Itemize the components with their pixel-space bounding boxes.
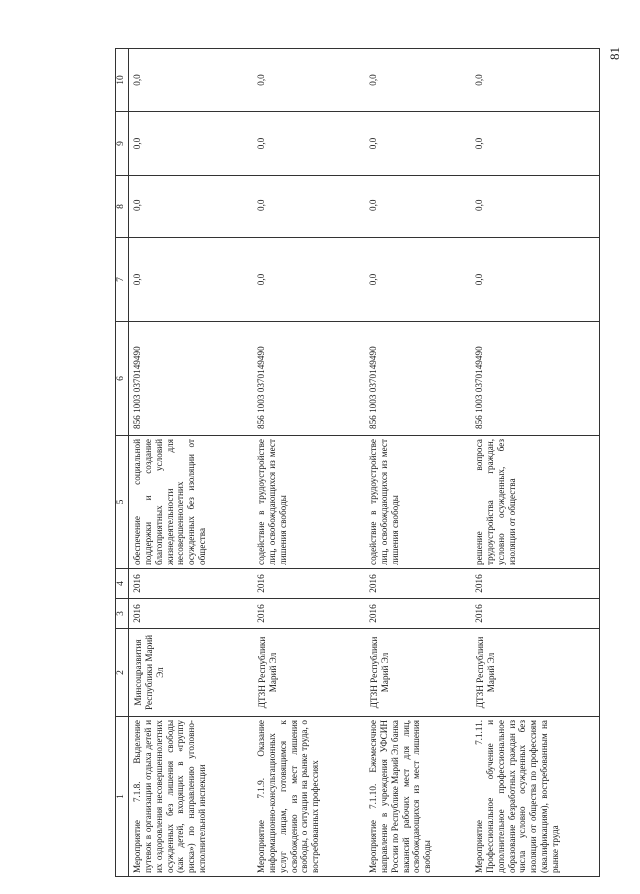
value-col-10: 0,0 bbox=[253, 49, 365, 112]
value-col-7: 0,0 bbox=[129, 238, 254, 322]
measure-name: Мероприятие 7.1.9. Оказание информационно-консультационных услуг лицам, готовящимся к освобождению из мест лишения свободы, о ситуации на рынке труда, о востребованных профессиях bbox=[253, 717, 365, 877]
expected-result: обеспечение социальной поддержки и создание благоприятных условий жизнедеятельности для несовершеннолетних осужденных без изоляции от общества bbox=[129, 436, 254, 569]
value-col-8: 0,0 bbox=[129, 176, 254, 238]
table-row bbox=[365, 49, 471, 877]
expected-result: решение вопроса трудоустройства граждан, условно осужденных, без изоляции от общества bbox=[471, 436, 600, 569]
value-col-10: 0,0 bbox=[129, 49, 254, 112]
header-cell: 1 bbox=[116, 717, 129, 877]
table-row bbox=[253, 49, 365, 877]
header-cell: 7 bbox=[116, 238, 129, 322]
budget-code: 856 1003 0370149490 bbox=[253, 322, 365, 436]
header-cell: 4 bbox=[116, 569, 129, 599]
budget-code: 856 1003 0370149490 bbox=[471, 322, 600, 436]
value-col-7: 0,0 bbox=[253, 238, 365, 322]
value-col-9: 0,0 bbox=[253, 112, 365, 176]
expected-result: содействие в трудоустройстве лиц, освобождающихся из мест лишения свободы bbox=[253, 436, 365, 569]
budget-table bbox=[115, 48, 600, 877]
measure-name: Мероприятие 7.1.10. Ежемесячное направление в учреждения УФСИН России по Республике Марий Эл банка вакансий рабочих мест для лиц, освобождающихся из мест лишения свободы bbox=[365, 717, 471, 877]
budget-code: 856 1003 0370149490 bbox=[365, 322, 471, 436]
executor: ДТЗН Республики Марий Эл bbox=[471, 629, 600, 717]
value-col-8: 0,0 bbox=[253, 176, 365, 238]
value-col-8: 0,0 bbox=[471, 176, 600, 238]
start-year: 2016 bbox=[253, 599, 365, 629]
value-col-7: 0,0 bbox=[365, 238, 471, 322]
header-cell: 10 bbox=[116, 49, 129, 112]
header-cell: 3 bbox=[116, 599, 129, 629]
start-year: 2016 bbox=[471, 599, 600, 629]
value-col-7: 0,0 bbox=[471, 238, 600, 322]
end-year: 2016 bbox=[471, 569, 600, 599]
table-row bbox=[471, 49, 600, 877]
header-cell: 8 bbox=[116, 176, 129, 238]
end-year: 2016 bbox=[129, 569, 254, 599]
rotated-table-container bbox=[115, 49, 593, 877]
value-col-9: 0,0 bbox=[365, 112, 471, 176]
executor: Минсоцразвития Республики Марий Эл bbox=[129, 629, 254, 717]
value-col-10: 0,0 bbox=[471, 49, 600, 112]
value-col-9: 0,0 bbox=[129, 112, 254, 176]
measure-name: Мероприятие 7.1.11. Профессиональное обучение и дополнительное профессиональное образование безработных граждан из числа условно осужденных без изоляции от общества по профессиям (квалификациям), востребованным на рынке труда bbox=[471, 717, 600, 877]
value-col-8: 0,0 bbox=[365, 176, 471, 238]
value-col-10: 0,0 bbox=[365, 49, 471, 112]
header-cell: 2 bbox=[116, 629, 129, 717]
measure-name: Мероприятие 7.1.8. Выделение путевок в организации отдыха детей и их оздоровления несовершеннолетних осужденных без лишения свободы (как детей, входящих в «группу риска») по направлению уголовно-исполнительной инспекции bbox=[129, 717, 254, 877]
end-year: 2016 bbox=[365, 569, 471, 599]
start-year: 2016 bbox=[129, 599, 254, 629]
column-number-header bbox=[116, 49, 129, 877]
header-cell: 6 bbox=[116, 322, 129, 436]
end-year: 2016 bbox=[253, 569, 365, 599]
value-col-9: 0,0 bbox=[471, 112, 600, 176]
executor: ДТЗН Республики Марий Эл bbox=[365, 629, 471, 717]
start-year: 2016 bbox=[365, 599, 471, 629]
page-number: 81 bbox=[607, 47, 622, 60]
header-cell: 9 bbox=[116, 112, 129, 176]
expected-result: содействие в трудоустройстве лиц, освобождающихся из мест лишения свободы bbox=[365, 436, 471, 569]
header-cell: 5 bbox=[116, 436, 129, 569]
table-row bbox=[129, 49, 254, 877]
budget-code: 856 1003 0370149490 bbox=[129, 322, 254, 436]
executor: ДТЗН Республики Марий Эл bbox=[253, 629, 365, 717]
